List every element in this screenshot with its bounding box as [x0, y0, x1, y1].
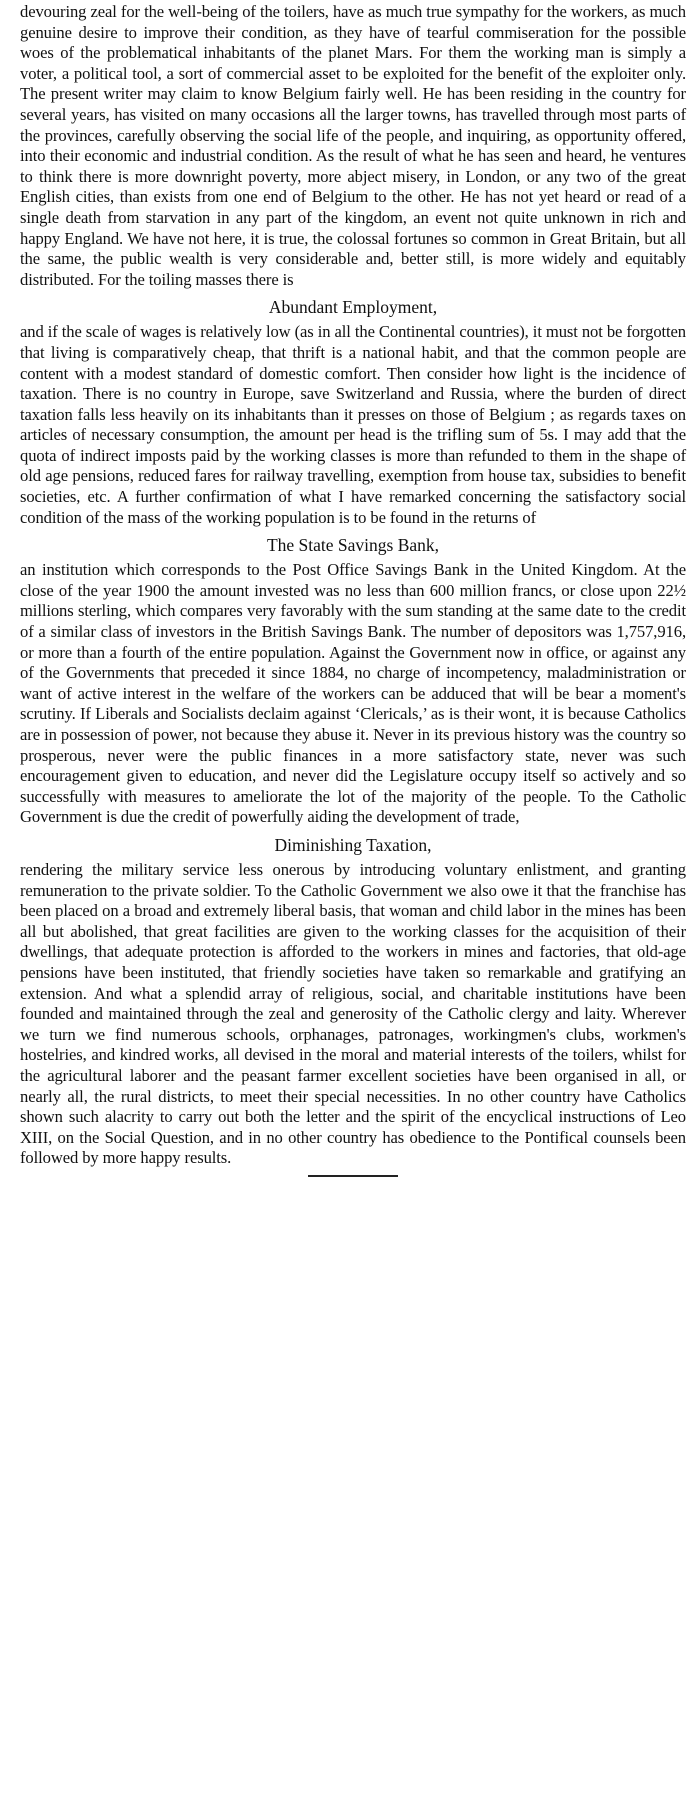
closing-rule — [308, 1175, 398, 1177]
section-heading-diminishing-taxation: Diminishing Taxation, — [274, 834, 432, 855]
paragraph-3: an institution which corresponds to the Post Office Savings Bank in the United Kingdom. At the close of the year 1900 the amount invested was no less than 600 million francs, or close upon 22½ millions sterling, which compares very favorably with the sum standing at the same date to the credit of a similar class of investors in the British Savings Bank. The number of depositors was 1,757,916, or more than a fourth of the entire population. Against the Government now in office, or against any of the Governments that preceded it since 1884, no charge of incompetency, maladministration or want of active interest in the welfare of the workers can be adduced that will be bear a moment's scrutiny. If Liberals and Socialists declaim against ‘Clericals,’ as is their wont, it is because Catholics are in possession of power, not because they abuse it. Never in its previous history was the country so prosperous, never were the public finances in a more satisfactory state, never was such encouragement given to education, and never did the Legislature occupy itself so actively and so successfully with measures to ameliorate the lot of the majority of the people. To the Catholic Government is due the credit of powerfully aiding the development of trade, — [20, 560, 686, 827]
paragraph-4: rendering the military service less onerous by introducing voluntary enlistment, and granting remuneration to the private soldier. To the Catholic Government we also owe it that the franchise has been placed on a broad and extremely liberal basis, that woman and child labor in the mines has been all but abolished, that great facilities are given to the working classes for the acquisition of their dwellings, that adequate protection is afforded to the workers in mines and factories, that old-age pensions have been instituted, that friendly societies have taken so remarkable and gratifying an extension. And what a splendid array of religious, social, and charitable institutions have been founded and maintained through the zeal and generosity of the Catholic clergy and laity. Wherever we turn we find numerous schools, orphanages, patronages, workingmen's clubs, workmen's hostelries, and kindred works, all devised in the moral and material interests of the toilers, whilst for the agricultural laborer and the peasant farmer excellent societies have been organised in all, or nearly all, the rural districts, to meet their special necessities. In no other country have Catholics shown such alacrity to carry out both the letter and the spirit of the encyclical instructions of Leo XIII, on the Social Question, and in no other country has obedience to the Pontifical counsels been followed by more happy results. — [20, 859, 686, 1168]
section-heading-abundant-employment: Abundant Employment, — [268, 297, 438, 318]
paragraph-1: devouring zeal for the well-being of the toilers, have as much true sympathy for the workers, as much genuine desire to improve their condition, as they have of tearful commiseration for the possible woes of the problematical inhabitants of the planet Mars. For them the working man is simply a voter, a political tool, a sort of commercial asset to be exploited for the benefit of the exploiter only. The present writer may claim to know Belgium fairly well. He has been residing in the country for several years, has visited on many occasions all the larger towns, has travelled through most parts of the provinces, carefully observing the social life of the people, and inquiring, as opportunity offered, into their economic and industrial condition. As the result of what he has seen and heard, he ventures to think there is more downright poverty, more abject misery, in London, or any two of the great English cities, than exists from one end of Belgium to the other. He has not yet heard or read of a single death from starvation in any part of the kingdom, an event not quite unknown in rich and happy England. We have not here, it is true, the colossal fortunes so common in Great Britain, but all the same, the public wealth is very considerable and, better still, is more widely and equitably distributed. For the toiling masses there is — [20, 2, 686, 289]
paragraph-2: and if the scale of wages is relatively low (as in all the Continental countries), it must not be forgotten that living is comparatively cheap, that thrift is a national habit, and that the common people are content with a modest standard of domestic comfort. Then consider how light is the incidence of taxation. There is no country in Europe, save Switzerland and Russia, where the burden of direct taxation falls less heavily on its inhabitants than it presses on those of Belgium ; as regards taxes on articles of necessary consumption, the amount per head is the trifling sum of 5s. I may add that the quota of indirect imposts paid by the working classes is more than refunded to them in the shape of old age pensions, reduced fares for railway travelling, exemption from house tax, subsidies to benefit societies, etc. A further confirmation of what I have remarked concerning the satisfactory social condition of the mass of the working population is to be found in the returns of — [20, 322, 686, 527]
section-heading-state-savings-bank: The State Savings Bank, — [266, 535, 440, 556]
